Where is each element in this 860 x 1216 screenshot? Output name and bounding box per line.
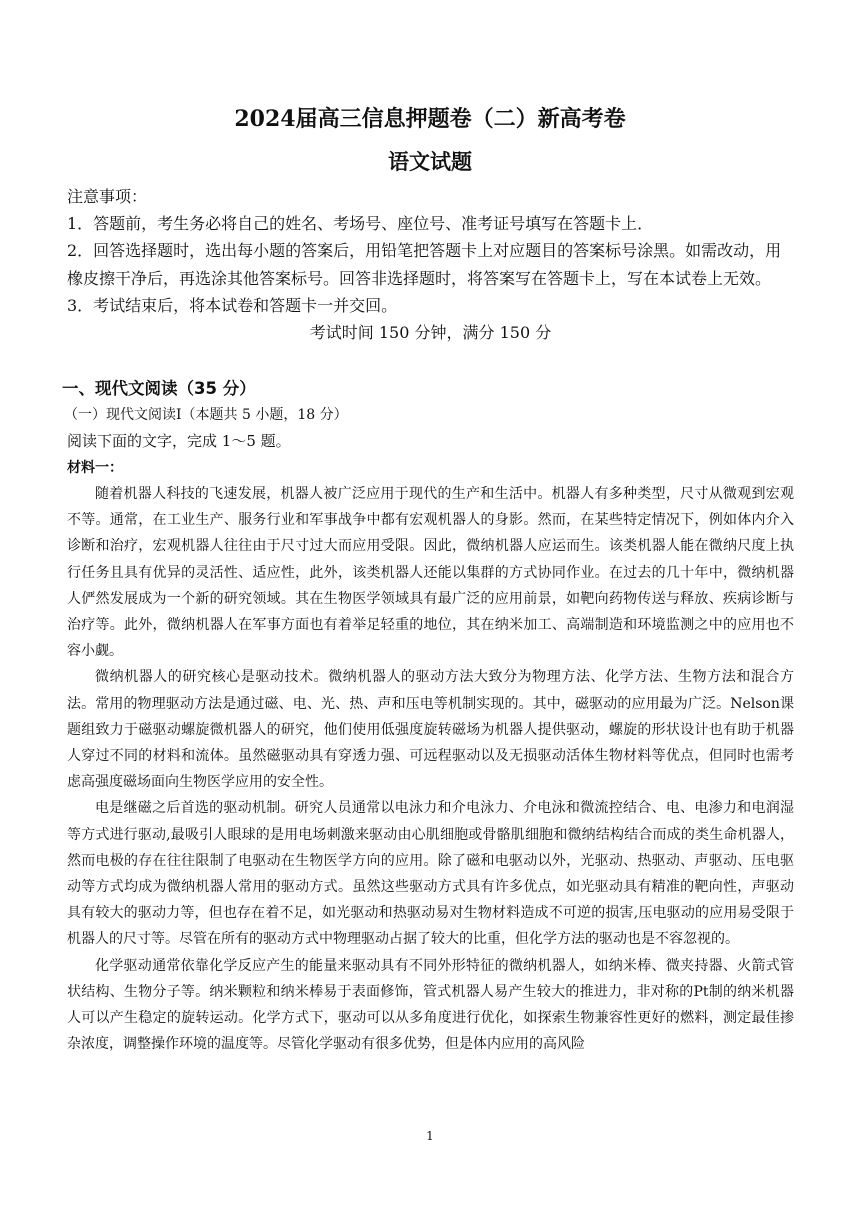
instruction-item: 2．回答选择题时，选出每小题的答案后，用铅笔把答题卡上对应题目的答案标号涂黑。如需改动，用橡皮擦干净后，再选涂其他答案标号。回答非选择题时，将答案写在答题卡上，写在本试卷上无效。	[67, 241, 782, 288]
paragraph: 微纳机器人的研究核心是驱动技术。微纳机器人的驱动方法大致分为物理方法、化学方法、生物方法和混合方法。常用的物理驱动方法是通过磁、电、光、热、声和压电等机制实现的。其中，磁驱动的应用最为广泛。Nelson课题组致力于磁驱动螺旋微机器人的研究，他们使用低强度旋转磁场为机器人提供驱动，螺旋的形状设计也有助于机器人穿过不同的材料和流体。虽然磁驱动具有穿透力强、可远程驱动以及无损驱动活体生物材料等优点，但同时也需考虑高强度磁场面向生物医学应用的安全性。	[67, 669, 794, 791]
exam-title: 2024届高三信息押题卷（二）新高考卷	[234, 106, 626, 132]
reading-instruction: 阅读下面的文字，完成 1～5 题。	[67, 432, 291, 450]
instruction-item: 1．答题前，考生务必将自己的姓名、考场号、座位号、准考证号填写在答题卡上．	[67, 214, 654, 234]
paragraph: 随着机器人科技的飞速发展，机器人被广泛应用于现代的生产和生活中。机器人有多种类型，尺寸从微观到宏观不等。通常，在工业生产、服务行业和军事战争中都有宏观机器人的身影。然而，在某些特定情况下，例如体内介入诊断和治疗，宏观机器人往往由于尺寸过大而应用受限。因此，微纳机器人应运而生。该类机器人能在微纳尺度上执行任务且具有优异的灵活性、适应性，此外，该类机器人还能以集群的方式协同作业。在过去的几十年中，微纳机器人俨然发展成为一个新的研究领域。其在生物医学领域具有最广泛的应用前景，如靶向药物传送与释放、疾病诊断与治疗等。此外，微纳机器人在军事方面也有着举足轻重的地位，其在纳米加工、高端制造和环境监测之中的应用也不容小觑。	[67, 486, 794, 660]
material-text	[67, 481, 794, 1057]
sub-section-heading: （一）现代文阅读Ⅰ（本题共 5 小题，18 分）	[64, 407, 348, 423]
exam-subject: 语文试题	[388, 149, 472, 174]
instruction-item: 3．考试结束后，将本试卷和答题卡一并交回。	[67, 295, 398, 315]
material-label: 材料一：	[67, 460, 123, 476]
instructions-block	[67, 183, 794, 346]
section-heading: 一、现代文阅读（35 分）	[62, 379, 256, 398]
instructions-heading: 注意事项：	[67, 187, 148, 206]
paragraph: 电是继磁之后首选的驱动机制。研究人员通常以电泳力和介电泳力、介电泳和微流控结合、电、电渗力和电润湿等方式进行驱动,最吸引人眼球的是用电场刺激来驱动由心肌细胞或骨骼肌细胞和微纳结构结合而成的类生命机器人，然而电极的存在往往限制了电驱动在生物医学方向的应用。除了磁和电驱动以外，光驱动、热驱动、声驱动、压电驱动等方式均成为微纳机器人常用的驱动方式。虽然这些驱动方式具有许多优点，如光驱动具有精准的靶向性，声驱动具有较大的驱动力等，但也存在着不足，如光驱动和热驱动易对生物材料造成不可逆的损害,压电驱动的应用易受限于机器人的尺寸等。尽管在所有的驱动方式中物理驱动占据了较大的比重，但化学方法的驱动也是不容忽视的。	[67, 800, 794, 948]
paragraph: 化学驱动通常依靠化学反应产生的能量来驱动具有不同外形特征的微纳机器人，如纳米棒、微夹持器、火箭式管状结构、生物分子等。纳米颗粒和纳米棒易于表面修饰，管式机器人易产生较大的推进力，非对称的Pt制的纳米机器人可以产生稳定的旋转运动。化学方式下，驱动可以从多角度进行优化，如探索生物兼容性更好的燃料，测定最佳掺杂浓度，调整操作环境的温度等。尽管化学驱动有很多优势，但是体内应用的高风险	[67, 957, 794, 1053]
exam-time: 考试时间 150 分钟，满分 150 分	[309, 323, 552, 343]
page-number: 1	[426, 1129, 434, 1143]
